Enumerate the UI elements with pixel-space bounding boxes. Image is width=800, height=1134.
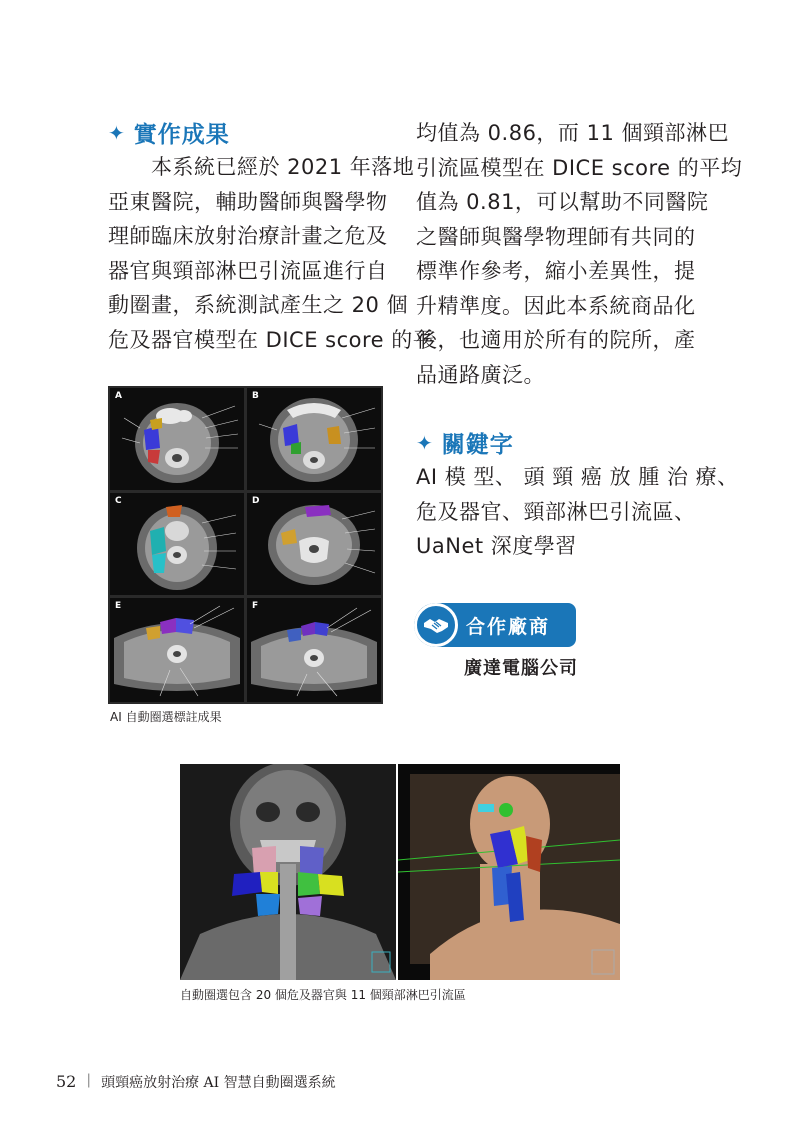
figure2-caption: 自動圈選包含 20 個危及器官與 11 個頸部淋巴引流區	[180, 988, 466, 1002]
segmentation-3d-figure	[180, 764, 620, 980]
partner-badge	[414, 603, 576, 647]
paragraph-line: 後，也適用於所有的院所，產	[416, 328, 696, 352]
paragraph-line: 本系統已經於 2021 年落地	[108, 155, 415, 179]
ct-panel-b	[247, 388, 381, 490]
results-paragraph-right	[416, 116, 742, 392]
paragraph-line: 引流區模型在 DICE score 的平均	[416, 155, 743, 180]
panel-label: B	[252, 391, 259, 401]
ct-panel-c	[110, 493, 244, 595]
footer-separator: |	[86, 1072, 92, 1088]
section-heading-keywords-text: 關鍵字	[441, 432, 514, 458]
paragraph-line: 理師臨床放射治療計畫之危及	[108, 224, 388, 248]
panel-label: D	[252, 496, 260, 506]
ct-slice-image	[110, 388, 244, 490]
paragraph-line: 動圈畫，系統測試產生之 20 個	[108, 293, 409, 317]
star-icon: ✦	[108, 120, 126, 145]
ct-panel-e	[110, 598, 244, 702]
book-title: 頭頸癌放射治療 AI 智慧自動圈選系統	[101, 1075, 336, 1091]
paragraph-line: AI 模 型、 頭 頸 癌 放 腫 治 療、	[416, 465, 739, 489]
ct-panel-d	[247, 493, 381, 595]
ct-panel-f	[247, 598, 381, 702]
paragraph-line: 危及器官模型在 DICE score 的平	[108, 327, 435, 352]
results-paragraph-left	[108, 150, 434, 357]
handshake-icon	[414, 603, 458, 647]
section-heading-results-text: 實作成果	[133, 122, 230, 148]
page-footer	[56, 1072, 336, 1092]
star-icon: ✦	[416, 430, 434, 455]
paragraph-line: 危及器官、頸部淋巴引流區、	[416, 499, 696, 524]
paragraph-line: UaNet 深度學習	[416, 534, 577, 558]
ct-slice-image	[247, 493, 381, 595]
ct-slice-image	[110, 598, 244, 702]
ct-segmentation-figure	[108, 386, 383, 704]
ct-slice-image	[247, 388, 381, 490]
paragraph-line: 品通路廣泛。	[416, 362, 545, 387]
panel-label: E	[115, 601, 122, 611]
paragraph-line: 之醫師與醫學物理師有共同的	[416, 224, 696, 249]
paragraph-line: 值為 0.81，可以幫助不同醫院	[416, 190, 709, 214]
ct-slice-image	[110, 493, 244, 595]
paragraph-line: 均值為 0.86，而 11 個頸部淋巴	[416, 121, 730, 145]
partner-company: 廣達電腦公司	[464, 658, 578, 679]
paragraph-line: 亞東醫院，輔助醫師與醫學物	[108, 189, 388, 214]
panel-label: A	[115, 391, 122, 401]
page-number: 52	[56, 1072, 77, 1091]
panel-label: C	[115, 496, 122, 506]
section-heading-keywords	[416, 426, 514, 459]
ct-slice-image	[247, 598, 381, 702]
ct-panel-a	[110, 388, 244, 490]
paragraph-line: 升精準度。因此本系統商品化	[416, 293, 696, 318]
paragraph-line: 器官與頸部淋巴引流區進行自	[108, 258, 388, 283]
partner-badge-label: 合作廠商	[466, 615, 551, 638]
xray-and-3d-render-image	[180, 764, 620, 980]
panel-label: F	[252, 601, 259, 611]
figure1-caption: AI 自動圈選標註成果	[110, 710, 222, 724]
section-heading-results	[108, 116, 230, 149]
paragraph-line: 標準作參考，縮小差異性，提	[416, 259, 696, 283]
keywords-paragraph	[416, 460, 739, 564]
